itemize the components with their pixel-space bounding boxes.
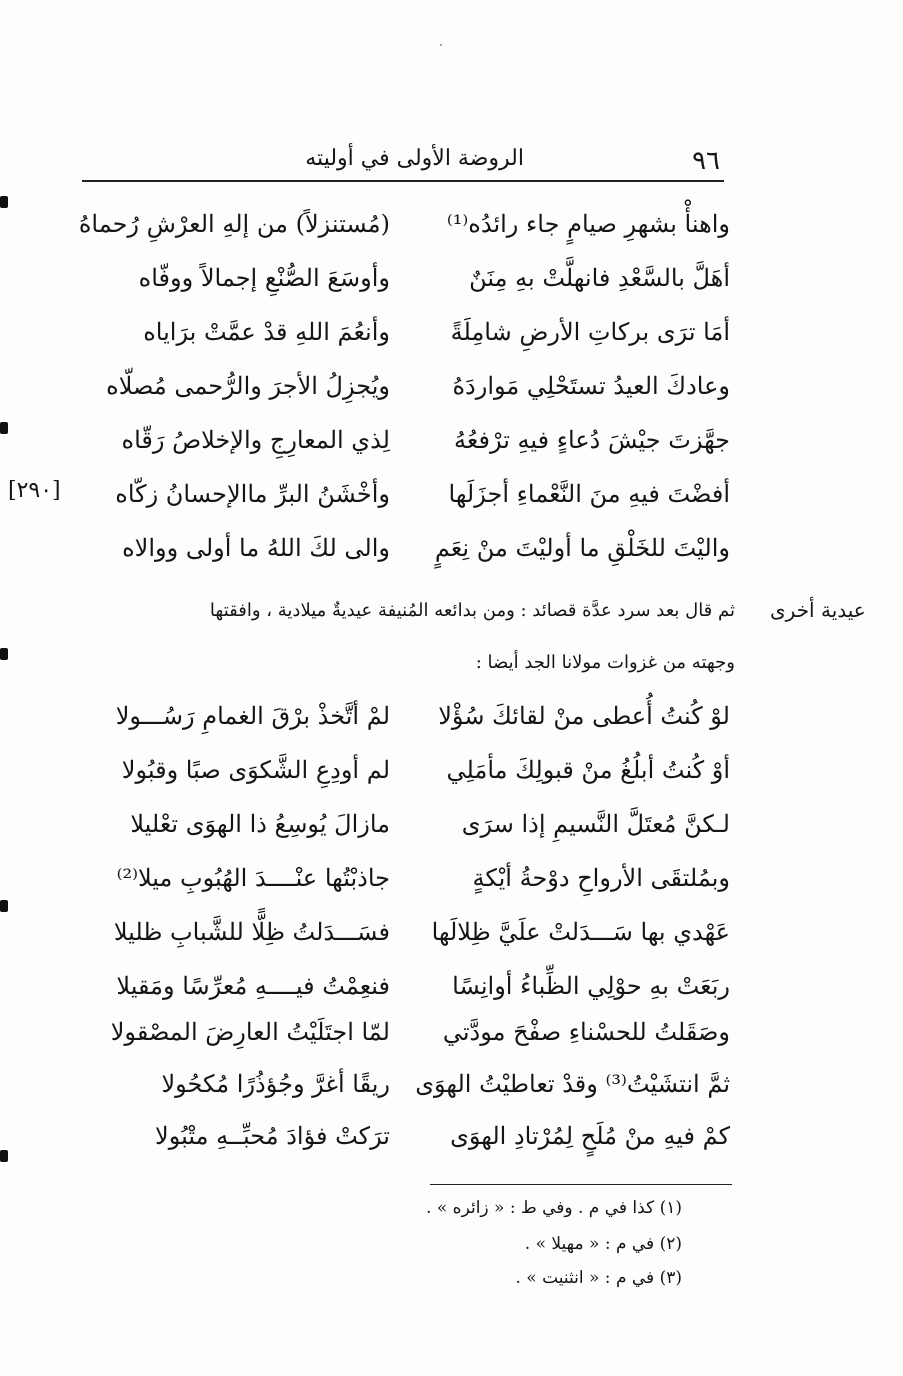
- verse-line: [90, 918, 730, 966]
- verse-line: [90, 318, 730, 366]
- verse-first-hemistich: أفضْتَ فيهِ منَ النَّعْماءِ أجزَلَها: [448, 480, 730, 508]
- margin-mark-icon: [0, 422, 8, 434]
- paper-speck: [440, 44, 442, 46]
- verse-line: [90, 534, 730, 582]
- verse-line: [90, 756, 730, 804]
- verse-first-hemistich: وصَقَلتُ للحسْناءِ صفْحَ مودَّتي: [442, 1018, 730, 1046]
- margin-mark-icon: [0, 648, 8, 660]
- verse-first-hemistich: ربَعَتْ بهِ حوْلِي الظِّباءُ أوانِسًا: [452, 972, 730, 1000]
- verse-first-hemistich: ثمَّ انتشَيْتُ⁽³⁾ وقدْ تعاطيْتُ الهوَى: [415, 1070, 730, 1098]
- margin-mark-icon: [0, 900, 8, 912]
- verse-first-hemistich: لـكنَّ مُعتَلَّ النَّسيمِ إذا سرَى: [461, 810, 730, 838]
- verse-line: [90, 810, 730, 858]
- margin-note: عيدية أخرى: [770, 598, 866, 622]
- verse-line: [90, 426, 730, 474]
- verse-second-hemistich: لم أودِعِ الشَّكوَى صبًا وقبُولا: [121, 756, 390, 784]
- verse-first-hemistich: جهَّزتَ جيْشَ دُعاءٍ فيهِ ترْفعُهُ: [454, 426, 730, 454]
- verse-second-hemistich: لمّا اجتَلَيْتُ العارِضَ المصْقولا: [110, 1018, 390, 1046]
- verse-second-hemistich: وأوسَعَ الصُّنْعِ إجمالاً ووفّاه: [138, 264, 390, 292]
- prose-line: وجهته من غزوات مولانا الجد أيضا :: [475, 652, 735, 673]
- verse-second-hemistich: وأنعُمَ اللهِ قدْ عمَّتْ برَاياه: [143, 318, 390, 346]
- verse-line: [90, 1070, 730, 1118]
- verse-second-hemistich: لِذي المعارِجِ والإخلاصُ رَقّاه: [121, 426, 390, 454]
- verse-first-hemistich: أوْ كُنتُ أبلُغُ منْ قبولِكَ مأمَلِي: [446, 756, 730, 784]
- footnote: (١) كذا في م . وفي ط : « زائره » .: [426, 1198, 682, 1218]
- verse-second-hemistich: مازالَ يُوسِعُ ذا الهوَى تعْليلا: [130, 810, 390, 838]
- verse-second-hemistich: (مُستنزلاً) من إلهِ العرْشِ رُحماهُ: [78, 210, 390, 238]
- verse-first-hemistich: واهنأْ بشهرِ صيامٍ جاء رائدُه⁽¹⁾: [446, 210, 730, 238]
- page-header: [82, 140, 724, 182]
- prose-line: ثم قال بعد سرد عدَّة قصائد : ومن بدائعه المُنيفة عيديةٌ ميلادية ، وافقتها: [209, 600, 735, 621]
- footnote-separator: [430, 1184, 732, 1185]
- verse-first-hemistich: كمْ فيهِ منْ مُلَحٍ لِمُرْتادِ الهوَى: [450, 1122, 730, 1150]
- margin-page-reference: [٢٩٠]: [8, 478, 61, 503]
- verse-second-hemistich: جاذبْتُها عنْــــدَ الهُبُوبِ ميلا⁽²⁾: [116, 864, 390, 892]
- verse-second-hemistich: ريقًا أغرَّ وجُؤذُرًا مُكحُولا: [161, 1070, 390, 1098]
- verse-second-hemistich: ترَكتْ فؤادَ مُحبِّــهِ متْبُولا: [155, 1122, 390, 1150]
- verse-first-hemistich: لوْ كُنتُ أُعطى منْ لقائكَ سُؤْلا: [438, 702, 730, 730]
- verse-first-hemistich: عَهْدي بها سَـــدَلتْ علَيَّ ظِلالَها: [431, 918, 730, 946]
- verse-first-hemistich: أهَلَّ بالسَّعْدِ فانهلَّتْ بهِ مِنَنٌ: [469, 264, 730, 292]
- verse-first-hemistich: أمَا ترَى بركاتِ الأرضِ شامِلَةً: [450, 318, 730, 346]
- verse-line: [90, 864, 730, 912]
- verse-second-hemistich: لمْ أتَّخذْ برْقَ الغمامِ رَسُـــولا: [115, 702, 390, 730]
- verse-line: [90, 264, 730, 312]
- verse-line: [90, 1122, 730, 1170]
- footnote: (٣) في م : « انثنيت » .: [515, 1268, 682, 1288]
- footnote: (٢) في م : « مهيلا » .: [524, 1234, 682, 1254]
- verse-second-hemistich: ويُجزِلُ الأجرَ والرُّحمى مُصلّاه: [106, 372, 390, 400]
- margin-mark-icon: [0, 1150, 8, 1162]
- verse-line: [78, 210, 730, 258]
- page-number: ٩٦: [692, 146, 720, 176]
- verse-line: [90, 480, 730, 528]
- verse-line: [90, 372, 730, 420]
- margin-mark-icon: [0, 196, 8, 208]
- verse-first-hemistich: واليْتَ للخَلْقِ ما أوليْتَ منْ نِعَمٍ: [434, 534, 730, 562]
- verse-second-hemistich: فنعِمْتُ فيــــهِ مُعرِّسًا ومَقيلا: [116, 972, 390, 1000]
- verse-first-hemistich: وعادكَ العيدُ تستَحْلِي مَواردَهُ: [452, 372, 730, 400]
- verse-second-hemistich: والى لكَ اللهُ ما أولى ووالاه: [122, 534, 390, 562]
- verse-line: [90, 702, 730, 750]
- verse-line: [90, 1018, 730, 1066]
- verse-second-hemistich: فسَـــدَلتُ ظِلًّا للشَّبابِ ظليلا: [113, 918, 390, 946]
- verse-first-hemistich: وبمُلتقَى الأرواحِ دوْحةُ أيْكةٍ: [472, 864, 730, 892]
- verse-second-hemistich: وأخْشَنُ البرِّ ماالإحسانُ زكّاه: [115, 480, 390, 508]
- verse-line: [90, 972, 730, 1020]
- running-title: الروضة الأولى في أوليته: [305, 146, 524, 171]
